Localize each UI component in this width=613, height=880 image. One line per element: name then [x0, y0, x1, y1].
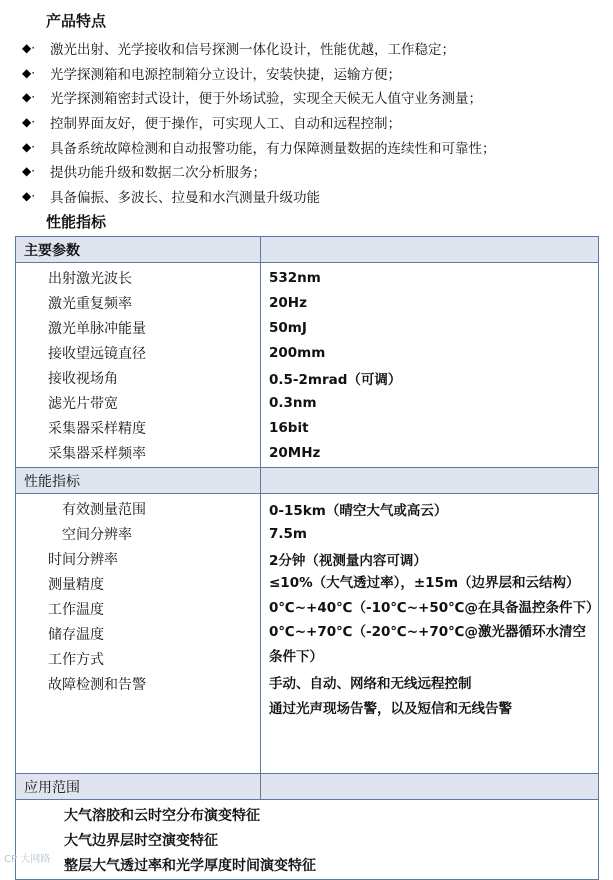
performance-header: 性能指标 — [16, 468, 261, 493]
diamond-bullet-icon: ◆· — [22, 188, 36, 203]
main-params-header: 主要参数 — [16, 237, 261, 262]
diamond-bullet-icon: ◆· — [22, 41, 36, 56]
param-value: 20MHz — [269, 444, 321, 461]
param-value: 0.5-2mrad（可调） — [269, 371, 402, 388]
perf-value: 0-15km（晴空大气或高云） — [269, 502, 448, 519]
application-item: 整层大气透过率和光学厚度时间演变特征 — [64, 857, 316, 874]
feature-item: ◆· 具备偏振、多波长、拉曼和水汽测量升级功能 — [22, 188, 320, 206]
feature-item: ◆· 具备系统故障检测和自动报警功能，有力保障测量数据的连续性和可靠性； — [22, 139, 496, 157]
diamond-bullet-icon: ◆· — [22, 65, 36, 80]
perf-label: 空间分辨率 — [62, 526, 132, 543]
param-label: 滤光片带宽 — [48, 395, 118, 412]
param-value: 50mJ — [269, 319, 307, 336]
param-value: 16bit — [269, 419, 309, 436]
param-value: 20Hz — [269, 294, 307, 311]
perf-value: 7.5m — [269, 525, 307, 542]
perf-value: ≤10%（大气透过率），±15m（边界层和云结构） — [269, 575, 580, 591]
performance-group — [16, 494, 598, 774]
feature-item: ◆· 光学探测箱和电源控制箱分立设计，安装快捷，运输方便； — [22, 65, 401, 83]
param-label: 接收望远镜直径 — [48, 345, 146, 362]
features-list — [22, 36, 496, 208]
features-title: 产品特点 — [46, 12, 107, 30]
diamond-bullet-icon: ◆· — [22, 164, 36, 179]
perf-value: 通过光声现场告警，以及短信和无线告警 — [269, 700, 512, 717]
feature-item: ◆· 控制界面友好，便于操作，可实现人工、自动和远程控制； — [22, 115, 401, 133]
perf-value: 0℃~+40℃（-10℃~+50℃@在具备温控条件下） — [269, 599, 600, 616]
param-label: 采集器采样精度 — [48, 420, 146, 437]
perf-label: 有效测量范围 — [62, 501, 146, 518]
param-value: 0.3nm — [269, 394, 317, 411]
param-label: 接收视场角 — [48, 370, 118, 387]
perf-label: 工作方式 — [48, 651, 104, 668]
perf-value: 2分钟（视测量内容可调） — [269, 552, 427, 569]
perf-label: 时间分辨率 — [48, 551, 118, 568]
spec-table — [15, 236, 599, 880]
specs-title: 性能指标 — [46, 213, 107, 231]
diamond-bullet-icon: ◆· — [22, 90, 36, 105]
applications-header-row — [16, 774, 598, 800]
applications-group — [16, 800, 598, 879]
perf-value: 手动、自动、网络和无线远程控制 — [269, 675, 472, 692]
perf-label: 储存温度 — [48, 626, 104, 643]
param-label: 激光单脉冲能量 — [48, 320, 146, 337]
perf-label: 工作温度 — [48, 601, 104, 618]
perf-value: 0℃~+70℃（-20℃~+70℃@激光器循环水清空条件下） — [269, 624, 586, 665]
watermark: CP 大网路 — [4, 854, 51, 865]
feature-item: ◆· 提供功能升级和数据二次分析服务； — [22, 164, 266, 182]
perf-label: 测量精度 — [48, 576, 104, 593]
feature-item: ◆· 激光出射、光学接收和信号探测一体化设计，性能优越，工作稳定； — [22, 41, 455, 59]
applications-header: 应用范围 — [16, 774, 261, 799]
main-params-header-row — [16, 237, 598, 263]
diamond-bullet-icon: ◆· — [22, 115, 36, 130]
application-item: 大气溶胶和云时空分布演变特征 — [64, 807, 260, 824]
param-value: 532nm — [269, 269, 321, 286]
perf-label: 故障检测和告警 — [48, 676, 146, 693]
feature-item: ◆· 光学探测箱密封式设计，便于外场试验，实现全天候无人值守业务测量； — [22, 90, 482, 108]
diamond-bullet-icon: ◆· — [22, 139, 36, 154]
param-label: 出射激光波长 — [48, 270, 132, 287]
main-params-group — [16, 263, 598, 468]
application-item: 大气边界层时空演变特征 — [64, 832, 218, 849]
param-label: 采集器采样频率 — [48, 445, 146, 462]
performance-header-row — [16, 468, 598, 494]
param-label: 激光重复频率 — [48, 295, 132, 312]
param-value: 200mm — [269, 344, 326, 361]
